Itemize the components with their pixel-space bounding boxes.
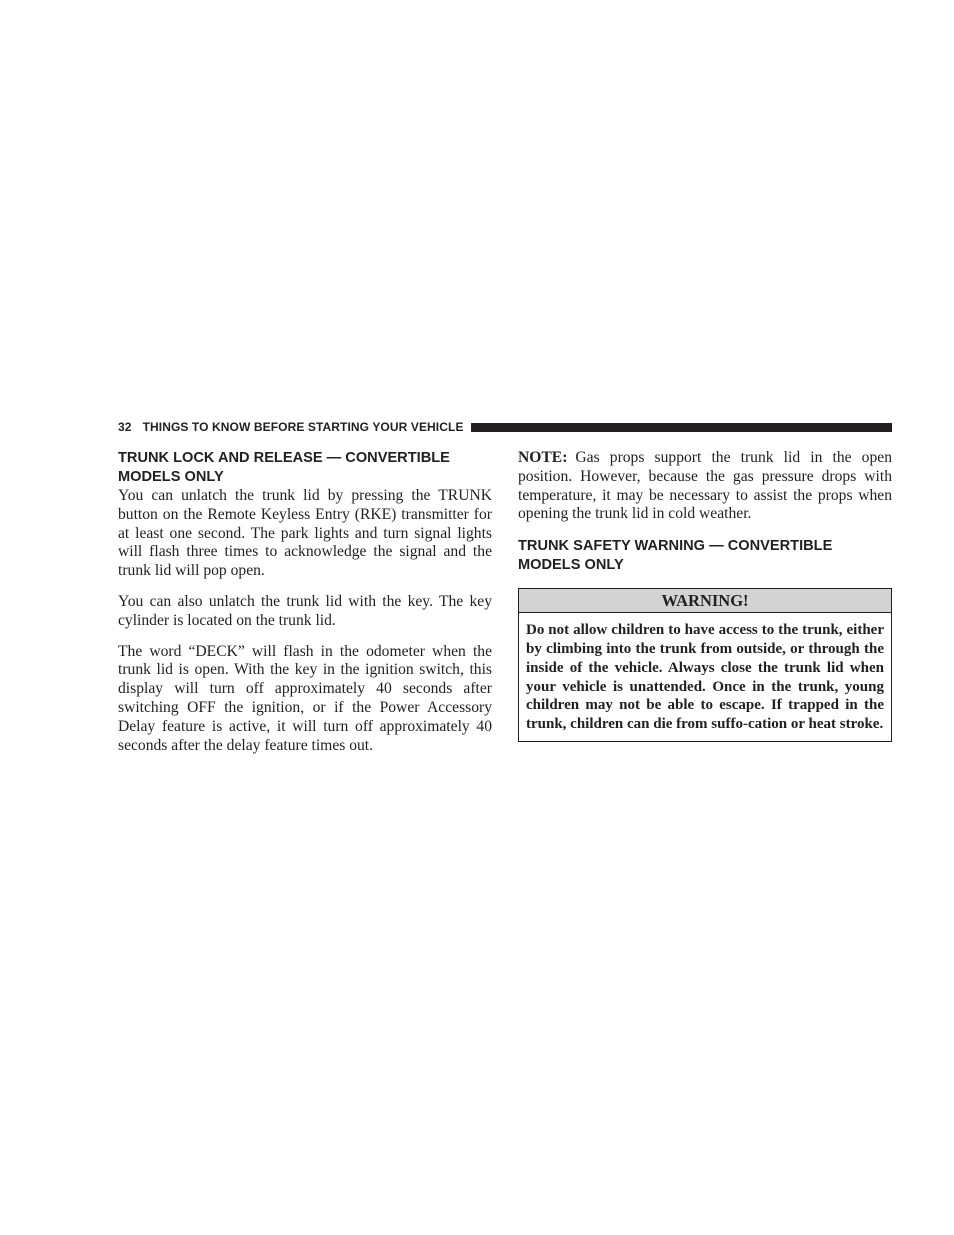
warning-box xyxy=(518,588,892,742)
paragraph-rke-unlatch: You can unlatch the trunk lid by pressing the TRUNK button on the Remote Keyless Entry (RKE) transmitter for at least one second. The park lights and turn signal lights will flash three times to acknowledge the signal and the trunk lid will pop open. xyxy=(118,487,492,580)
left-column xyxy=(118,449,492,755)
warning-text: Do not allow children to have access to the trunk, either by climbing into the trunk from outside, or through the inside of the vehicle. Always close the trunk lid when your vehicle is unattended. Once in the trunk, young children may not be able to escape. If trapped in the trunk, children can die from suffo-cation or heat stroke. xyxy=(526,622,884,733)
trunk-safety-heading: TRUNK SAFETY WARNING — CONVERTIBLE MODELS ONLY xyxy=(518,538,833,573)
section-title: THINGS TO KNOW BEFORE STARTING YOUR VEHICLE xyxy=(142,420,464,434)
note-paragraph xyxy=(518,449,892,524)
header-rule xyxy=(471,423,892,432)
page-header xyxy=(118,419,892,435)
trunk-lock-heading: TRUNK LOCK AND RELEASE — CONVERTIBLE MODELS ONLY xyxy=(118,450,450,485)
warning-title: WARNING! xyxy=(519,589,891,613)
note-text: Gas props support the trunk lid in the open position. However, because the gas pressure drops with temperature, it may be necessary to assist the props when opening the trunk lid in cold weather. xyxy=(518,449,892,523)
paragraph-key-unlatch: You can also unlatch the trunk lid with the key. The key cylinder is located on the trunk lid. xyxy=(118,592,492,629)
right-column xyxy=(518,449,892,742)
paragraph-deck-display: The word “DECK” will flash in the odometer when the trunk lid is open. With the key in the ignition switch, this display will turn off approximately 40 seconds after switching OFF the ignition, or if the Power Accessory Delay feature is active, it will turn off approximately 40 seconds after the delay feature times out. xyxy=(118,642,492,754)
note-label: NOTE: xyxy=(518,449,568,466)
page-number: 32 xyxy=(118,420,132,434)
